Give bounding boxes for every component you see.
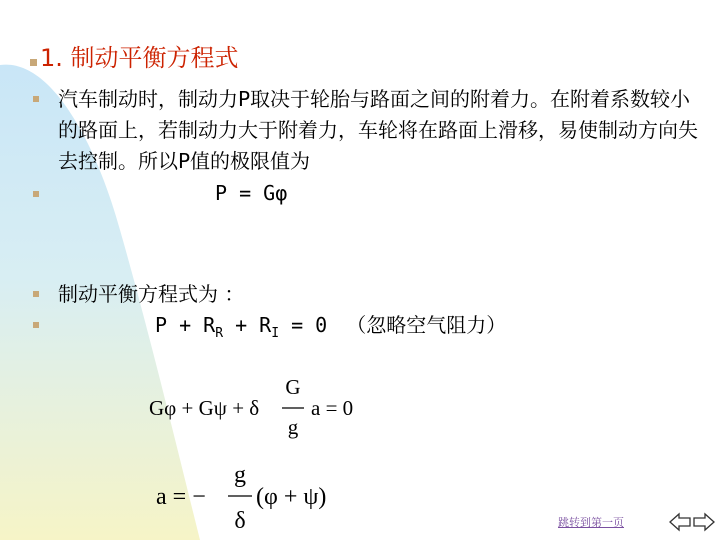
eq1-numerator: G bbox=[285, 375, 301, 399]
eq1-right: a = 0 bbox=[311, 396, 354, 420]
balance-eq-lead: P + R bbox=[155, 313, 216, 337]
slide-title-text: 1. 制动平衡方程式 bbox=[40, 44, 239, 72]
previous-page-arrow-icon[interactable] bbox=[668, 512, 692, 532]
eq1-denominator: g bbox=[287, 415, 299, 439]
title-bullet bbox=[30, 59, 37, 66]
jump-to-first-page-link[interactable]: 跳转到第一页 bbox=[558, 516, 624, 529]
bullet-marker bbox=[33, 96, 39, 102]
subscript-r: R bbox=[215, 326, 224, 341]
slide-title bbox=[30, 38, 239, 73]
bullet-marker bbox=[33, 291, 39, 297]
limit-formula: P = Gφ bbox=[215, 181, 288, 205]
balance-equation bbox=[155, 309, 507, 341]
eq2-denominator: δ bbox=[234, 508, 246, 534]
balance-eq-note: （忽略空气阻力） bbox=[346, 313, 507, 337]
next-page-arrow-icon[interactable] bbox=[692, 512, 716, 532]
eq2-numerator: g bbox=[234, 462, 246, 488]
balance-eq-tail: = 0 bbox=[279, 313, 328, 337]
bullet-marker bbox=[33, 191, 39, 197]
equation-2 bbox=[150, 458, 370, 536]
eq1-left: Gφ + Gψ + δ bbox=[149, 396, 260, 420]
balance-eq-mid: + R bbox=[223, 313, 272, 337]
subscript-i: I bbox=[271, 326, 280, 341]
eq2-left: a = − bbox=[156, 484, 206, 510]
balance-label: 制动平衡方程式为 ： bbox=[58, 282, 245, 306]
paragraph-text: 汽车制动时，制动力P取决于轮胎与路面之间的附着力。在附着系数较小的路面上，若制动力大于附着力，车轮将在路面上滑移，易使制动方向失去控制。所以P值的极限值为 bbox=[58, 87, 698, 173]
bullet-marker bbox=[33, 322, 39, 328]
eq2-right: (φ + ψ) bbox=[256, 484, 327, 510]
equation-1 bbox=[145, 372, 385, 442]
